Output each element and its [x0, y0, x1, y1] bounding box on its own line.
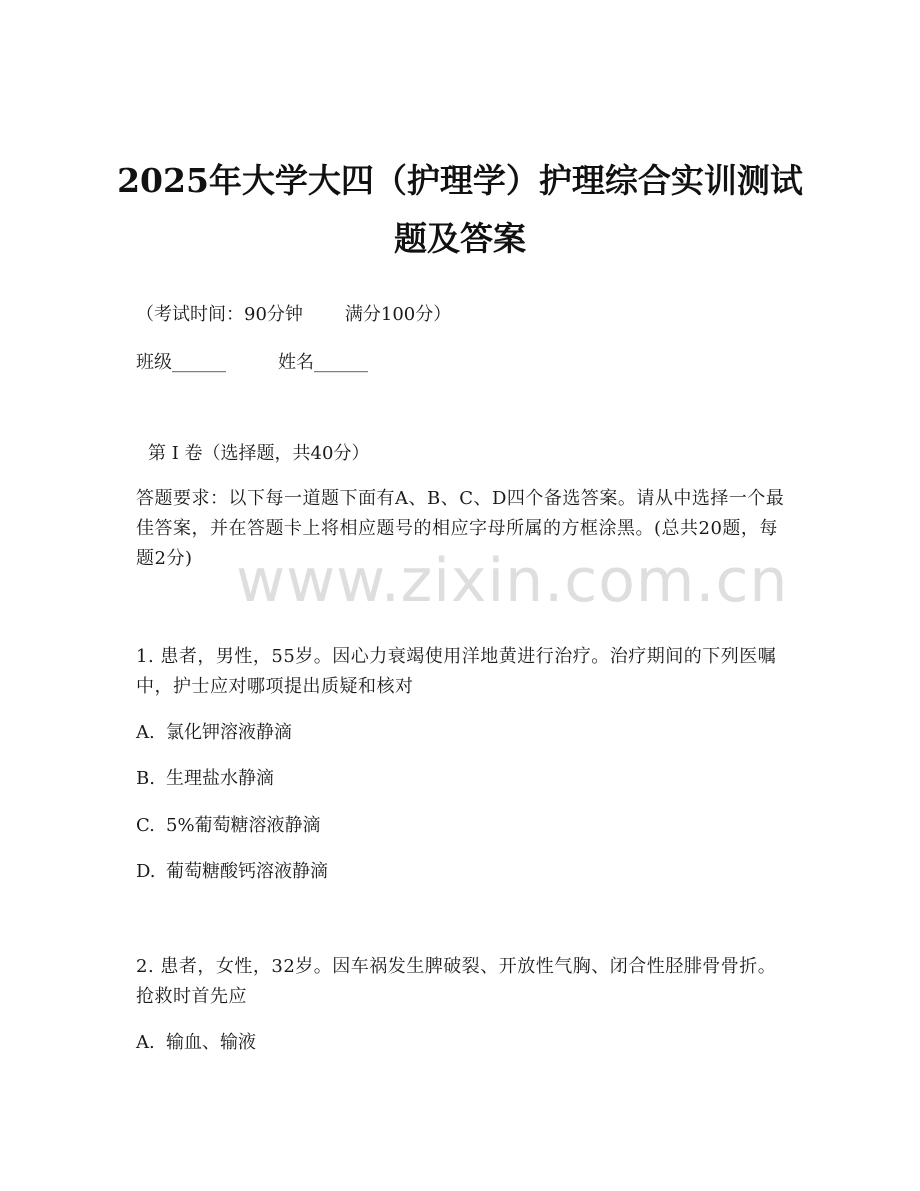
full-score: 满分100分） [344, 304, 452, 325]
name-field: 姓名______ [278, 352, 368, 373]
question-1-stem: 1. 患者，男性，55岁。因心力衰竭使用洋地黄进行治疗。治疗期间的下列医嘱中，护士应对哪项提出质疑和核对 [136, 646, 777, 697]
option-letter: A. [136, 1032, 155, 1053]
instructions: 答题要求：以下每一道题下面有A、B、C、D四个备选答案。请从中选择一个最佳答案，并在答题卡上将相应题号的相应字母所属的方框涂黑。(总共20题，每题2分) [136, 488, 785, 569]
option-letter: A. [136, 722, 155, 743]
option-letter: D. [136, 861, 156, 882]
question-2-stem: 2. 患者，女性，32岁。因车祸发生脾破裂、开放性气胸、闭合性胫腓骨骨折。抢救时首先应 [136, 956, 777, 1007]
question-2-option-a [136, 1032, 256, 1054]
option-text: 生理盐水静滴 [166, 768, 274, 789]
watermark: www.zixin.com.cn [236, 546, 789, 616]
question-1-option-b [136, 768, 274, 790]
question-1-option-c [136, 815, 321, 837]
document-title: 2025年大学大四（护理学）护理综合实训测试题及答案 [117, 161, 803, 258]
exam-time: （考试时间：90分钟 [136, 304, 303, 325]
question-1-option-d [136, 861, 328, 883]
class-field: 班级______ [136, 352, 226, 373]
question-1-option-a [136, 722, 292, 744]
section-heading: 第 I 卷（选择题，共40分） [148, 443, 370, 464]
option-letter: C. [136, 815, 155, 836]
option-letter: B. [136, 768, 155, 789]
option-text: 输血、输液 [166, 1032, 256, 1053]
option-text: 葡萄糖酸钙溶液静滴 [166, 861, 328, 882]
student-info [136, 352, 368, 374]
option-text: 5%葡萄糖溶液静滴 [166, 815, 321, 836]
option-text: 氯化钾溶液静滴 [166, 722, 292, 743]
exam-meta [136, 304, 451, 326]
